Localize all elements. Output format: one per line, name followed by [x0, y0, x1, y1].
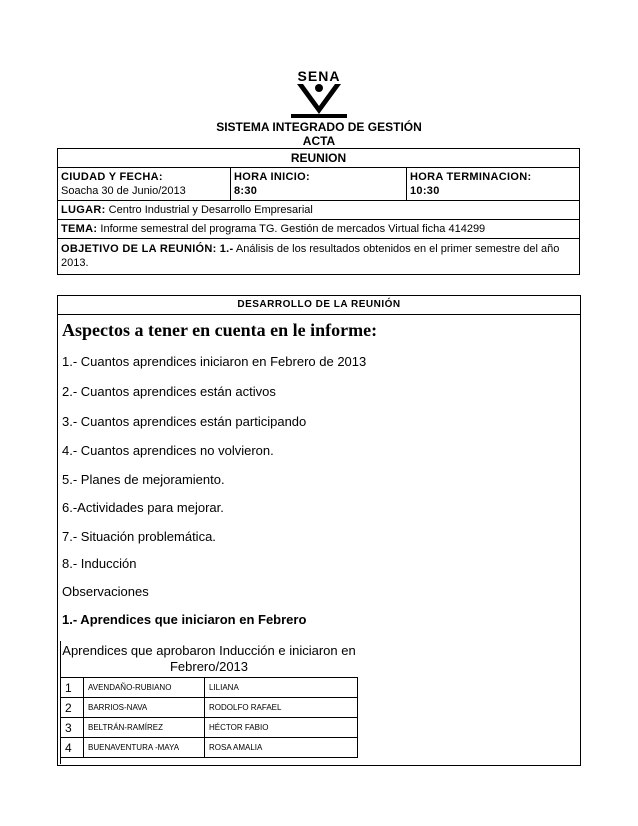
row-num: 4: [61, 738, 84, 758]
subtable-title: Aprendices que aprobaron Inducción e iniciaron en Febrero/2013: [62, 643, 356, 674]
list-item: 7.- Situación problemática.: [62, 529, 216, 544]
row-name: ROSA AMALIA: [205, 738, 358, 758]
end-time-cell: [407, 168, 580, 201]
row-num: 3: [61, 718, 84, 738]
objective-num: 1.-: [219, 243, 234, 255]
row-surname: AVENDAÑO-RUBIANO: [84, 678, 205, 698]
objective-label: OBJETIVO DE LA REUNIÓN:: [61, 243, 217, 255]
place-cell: [58, 201, 580, 220]
table-row: [61, 718, 358, 738]
list-item: 2.- Cuantos aprendices están activos: [62, 384, 276, 399]
logo-text: SENA: [297, 70, 341, 84]
city-date-cell: [58, 168, 231, 201]
row-surname: BUENAVENTURA -MAYA: [84, 738, 205, 758]
row-surname: BELTRÁN-RAMÍREZ: [84, 718, 205, 738]
subtable-left-border: [60, 641, 61, 764]
city-date-value: Soacha 30 de Junio/2013: [61, 185, 186, 197]
list-item: Observaciones: [62, 584, 149, 599]
row-name: HÉCTOR FABIO: [205, 718, 358, 738]
end-label: HORA TERMINACION:: [410, 171, 532, 183]
apprentices-subtable: [60, 641, 358, 758]
row-surname: BARRIOS-NAVA: [84, 698, 205, 718]
list-item: 1.- Cuantos aprendices iniciaron en Febrero de 2013: [62, 354, 367, 369]
meeting-info-table: [57, 148, 580, 275]
topic-label: TEMA:: [61, 223, 98, 235]
aspects-heading: Aspectos a tener en cuenta en le informe:: [62, 320, 378, 340]
start-value: 8:30: [234, 185, 258, 197]
list-item: 8.- Inducción: [62, 556, 137, 571]
development-header: DESARROLLO DE LA REUNIÓN: [58, 296, 580, 315]
doc-type: ACTA: [302, 134, 336, 148]
topic-value: Informe semestral del programa TG. Gestión de mercados Virtual ficha 414299: [100, 223, 486, 235]
observations-title: 1.- Aprendices que iniciaron en Febrero: [62, 612, 307, 627]
start-time-cell: [231, 168, 407, 201]
table-row: [61, 738, 358, 758]
list-item: 5.- Planes de mejoramiento.: [62, 472, 225, 487]
system-title: SISTEMA INTEGRADO DE GESTIÓN: [216, 120, 422, 134]
list-item: 3.- Cuantos aprendices están participando: [62, 414, 307, 429]
place-value: Centro Industrial y Desarrollo Empresarial: [108, 204, 313, 216]
row-name: RODOLFO RAFAEL: [205, 698, 358, 718]
objective-cell: [58, 239, 580, 275]
topic-cell: [58, 220, 580, 239]
start-label: HORA INICIO:: [234, 171, 310, 183]
sena-logo: [285, 70, 353, 122]
table-row: [61, 698, 358, 718]
row-num: 1: [61, 678, 84, 698]
objective-value: Análisis de los resultados obtenidos en el primer semestre del año 2013.: [61, 243, 560, 269]
city-date-label: CIUDAD Y FECHA:: [61, 171, 163, 183]
list-item: 4.- Cuantos aprendices no volvieron.: [62, 443, 274, 458]
row-name: LILIANA: [205, 678, 358, 698]
list-item: 6.-Actividades para mejorar.: [62, 500, 224, 515]
apprentices-table: [60, 677, 358, 758]
place-label: LUGAR:: [61, 204, 106, 216]
end-value: 10:30: [410, 185, 440, 197]
row-num: 2: [61, 698, 84, 718]
table-row: [61, 678, 358, 698]
reunion-label: REUNION: [58, 149, 580, 168]
